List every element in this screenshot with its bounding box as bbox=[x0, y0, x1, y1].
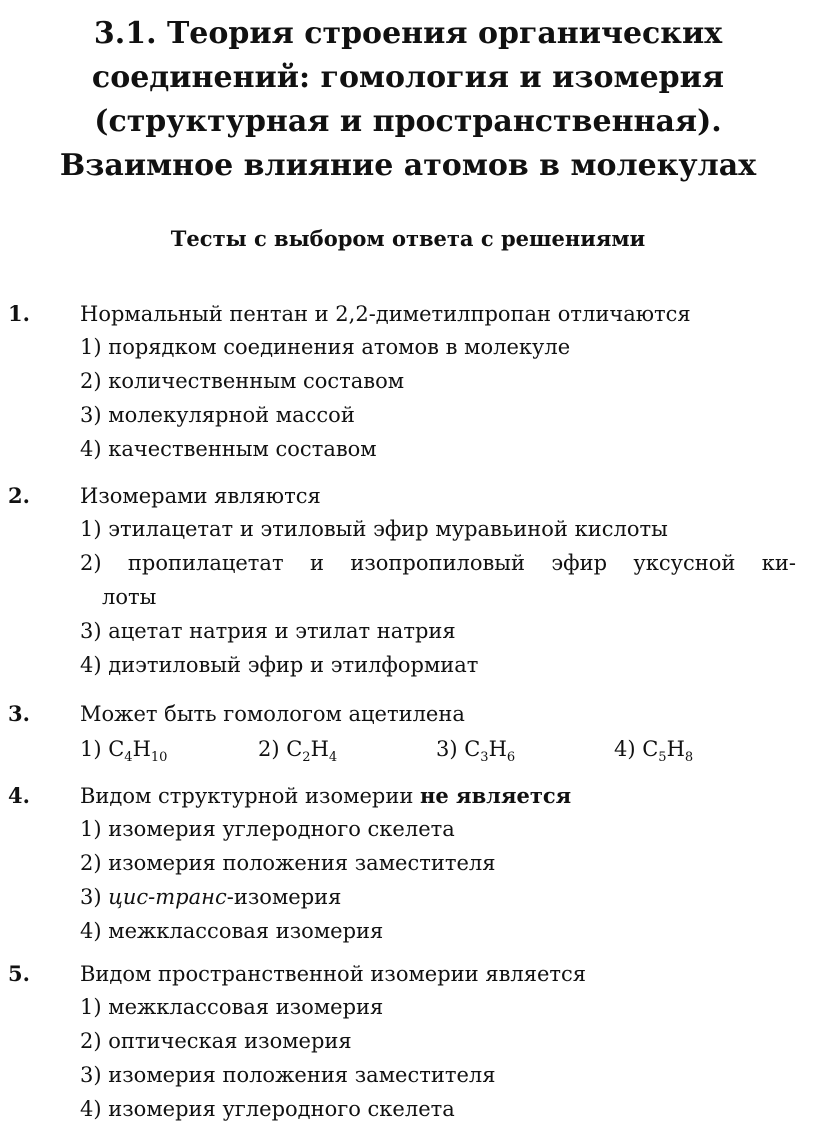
question-number: 1. bbox=[8, 301, 30, 326]
question-number: 4. bbox=[8, 783, 30, 808]
question-stem: Видом структурной изомерии не является bbox=[80, 783, 572, 808]
answer-option: 2) пропилацетат и изопропиловый эфир уксусной ки- bbox=[80, 551, 796, 575]
title-line: Взаимное влияние атомов в молекулах bbox=[59, 148, 757, 183]
answer-option: 2) изомерия положения заместителя bbox=[80, 851, 496, 875]
answer-option: 3) молекулярной массой bbox=[80, 403, 355, 427]
answer-option: 4) диэтиловый эфир и этилформиат bbox=[80, 653, 479, 677]
question-stem: Изомерами являются bbox=[80, 484, 321, 508]
question-number: 5. bbox=[8, 961, 30, 986]
question-number: 3. bbox=[8, 701, 30, 726]
title-line: соединений: гомология и изомерия bbox=[91, 60, 725, 95]
answer-options bbox=[80, 512, 796, 682]
answer-option: 1) изомерия углеродного скелета bbox=[80, 817, 455, 841]
answer-option: 1) $C_4H_{10}$ bbox=[80, 737, 168, 766]
answer-option: 3) цис-транс-изомерия bbox=[80, 885, 342, 909]
answer-option: 2) $C_2H_4$ bbox=[258, 737, 338, 766]
answer-option: 4) $C_5H_8$ bbox=[614, 737, 694, 766]
answer-option: 3) $C_3H_6$ bbox=[436, 737, 516, 766]
answer-option: 1) межклассовая изомерия bbox=[80, 995, 384, 1019]
emphasis: не является bbox=[420, 783, 572, 808]
title-line: (структурная и пространственная). bbox=[94, 104, 722, 139]
question-stem: Может быть гомологом ацетилена bbox=[80, 702, 465, 726]
answer-option: 1) этилацетат и этиловый эфир муравьиной кислоты bbox=[80, 517, 668, 541]
answer-options bbox=[80, 812, 796, 948]
title-line: 3.1. Теория строения органических bbox=[93, 16, 723, 51]
answer-option-continuation: лоты bbox=[102, 585, 157, 609]
question-stem: Видом пространственной изомерии является bbox=[80, 962, 587, 986]
question-number: 2. bbox=[8, 483, 30, 508]
answer-option: 3) изомерия положения заместителя bbox=[80, 1063, 496, 1087]
section-subtitle: Тесты с выбором ответа с решениями bbox=[170, 226, 646, 251]
answer-option: 4) изомерия углеродного скелета bbox=[80, 1097, 455, 1121]
page-title bbox=[30, 12, 786, 188]
answer-option: 3) ацетат натрия и этилат натрия bbox=[80, 619, 456, 643]
answer-option: 2) количественным составом bbox=[80, 369, 405, 393]
answer-option: 4) качественным составом bbox=[80, 437, 377, 461]
answer-option: 1) порядком соединения атомов в молекуле bbox=[80, 335, 571, 359]
answer-options bbox=[80, 990, 796, 1126]
answer-option: 2) оптическая изомерия bbox=[80, 1029, 352, 1053]
answer-option: 4) межклассовая изомерия bbox=[80, 919, 384, 943]
question-stem: Нормальный пентан и 2,2-диметилпропан отличаются bbox=[80, 302, 691, 326]
answer-options bbox=[80, 330, 796, 466]
